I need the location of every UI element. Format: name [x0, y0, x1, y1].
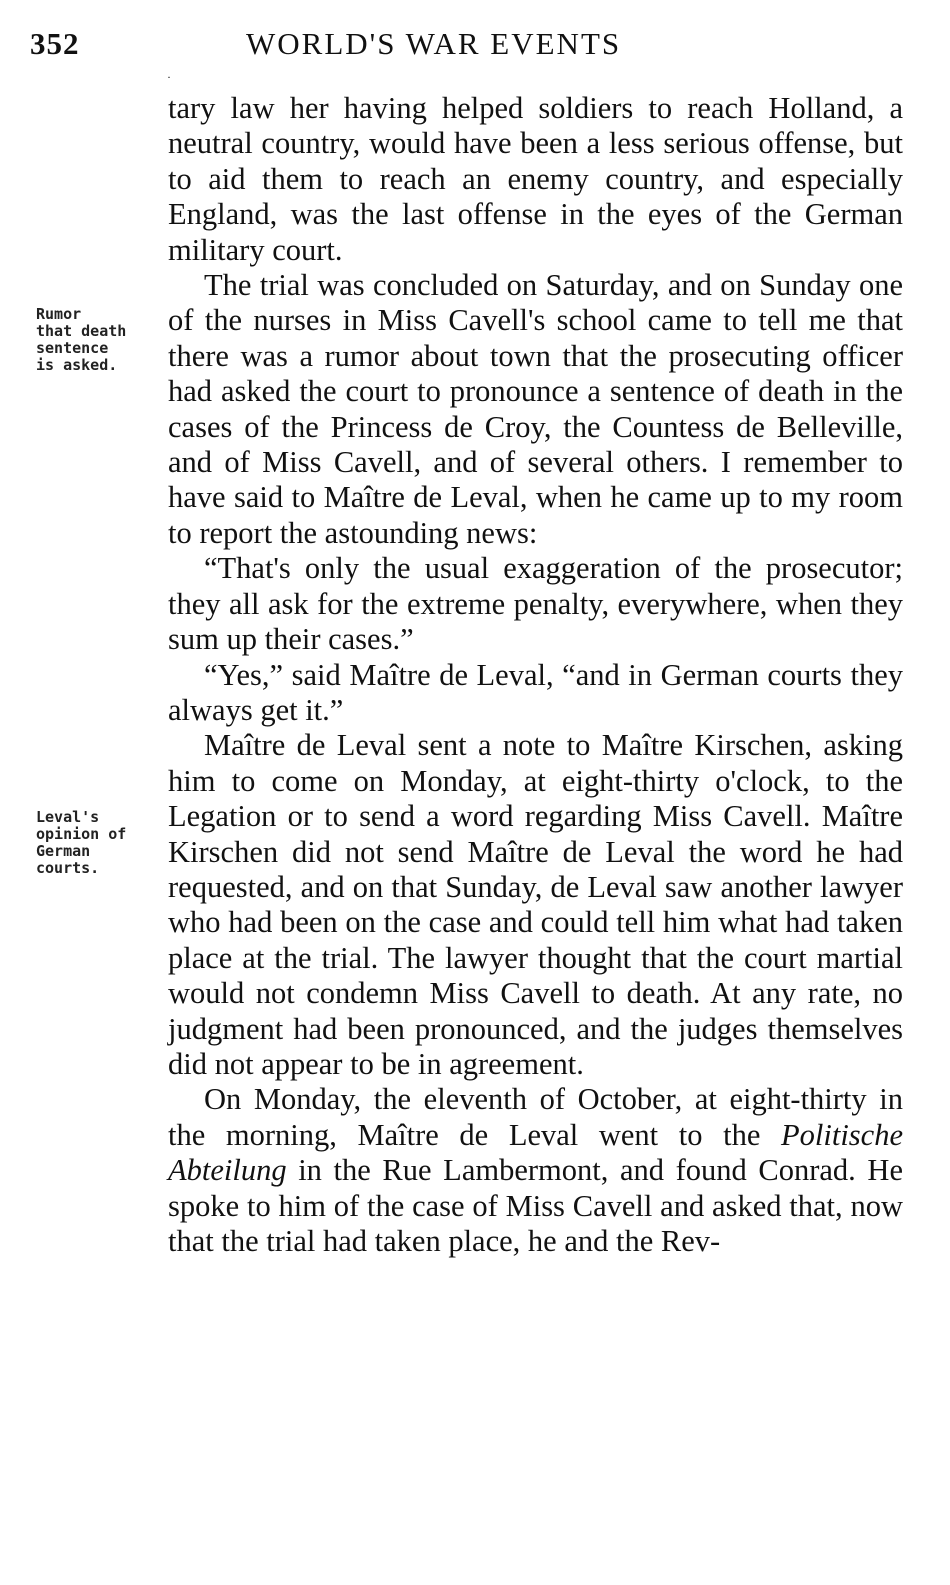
- sidenote-line: German: [36, 842, 91, 860]
- sidenote-line: Leval's: [36, 808, 100, 826]
- running-title: WORLD'S WAR EVENTS: [246, 26, 622, 61]
- paragraph: The trial was concluded on Saturday, and on Sunday one of the nurses in Miss Cavell's school came to tell me that there was a rumor about town that the prosecuting officer had asked the court to pronounce a sentence of death in the cases of the Princess de Croy, the Countess de Belleville, and of Miss Cavell, and of several others. I remember to have said to Maître de Leval, when he came up to my room to report the astounding news:: [168, 268, 903, 550]
- sidenote-line: that death: [36, 322, 127, 340]
- sidenote-line: Rumor: [36, 305, 82, 323]
- text-run: On Monday, the eleventh of October, at eight-thirty in the morning, Maître de Leval went to the: [168, 1082, 903, 1152]
- sidenote-line: courts.: [36, 859, 100, 877]
- paragraph: “Yes,” said Maître de Leval, “and in German courts they always get it.”: [168, 657, 903, 727]
- ink-speck: ·: [167, 70, 171, 84]
- page-header: [0, 26, 950, 70]
- sidenote-leval: [36, 809, 164, 877]
- paragraph: tary law her having helped soldiers to reach Holland, a neutral country, would have been a less serious offense, but to aid them to reach an enemy country, and especially England, was the last offense in the eyes of the German military court.: [168, 91, 903, 267]
- sidenote-line: sentence: [36, 339, 109, 357]
- sidenote-line: opinion of: [36, 825, 127, 843]
- italic-term: Politische Abteilung: [168, 1117, 903, 1188]
- sidenote-line: is asked.: [36, 356, 118, 374]
- paragraph-final: [168, 1082, 903, 1259]
- text-run: in the Rue Lambermont, and found Conrad. He spoke to him of the case of Miss Cavell and asked that, now that the trial had taken place, he and the Rev-: [168, 1153, 903, 1258]
- paragraph: “That's only the usual exaggeration of the prosecutor; they all ask for the extreme penalty, everywhere, when they sum up their cases.”: [168, 551, 903, 657]
- paragraph: Maître de Leval sent a note to Maître Kirschen, asking him to come on Monday, at eight-thirty o'clock, to the Legation or to send a word regarding Miss Cavell. Maître Kirschen did not send Maître de Leval the word he had requested, and on that Sunday, de Leval saw another lawyer who had been on the case and could tell him what had taken place at the trial. The lawyer thought that the court martial would not condemn Miss Cavell to death. At any rate, no judgment had been pronounced, and the judges themselves did not appear to be in agreement.: [168, 728, 903, 1081]
- sidenote-rumor: [36, 306, 164, 374]
- body-text: [168, 91, 903, 1259]
- page-number: 352: [30, 26, 80, 61]
